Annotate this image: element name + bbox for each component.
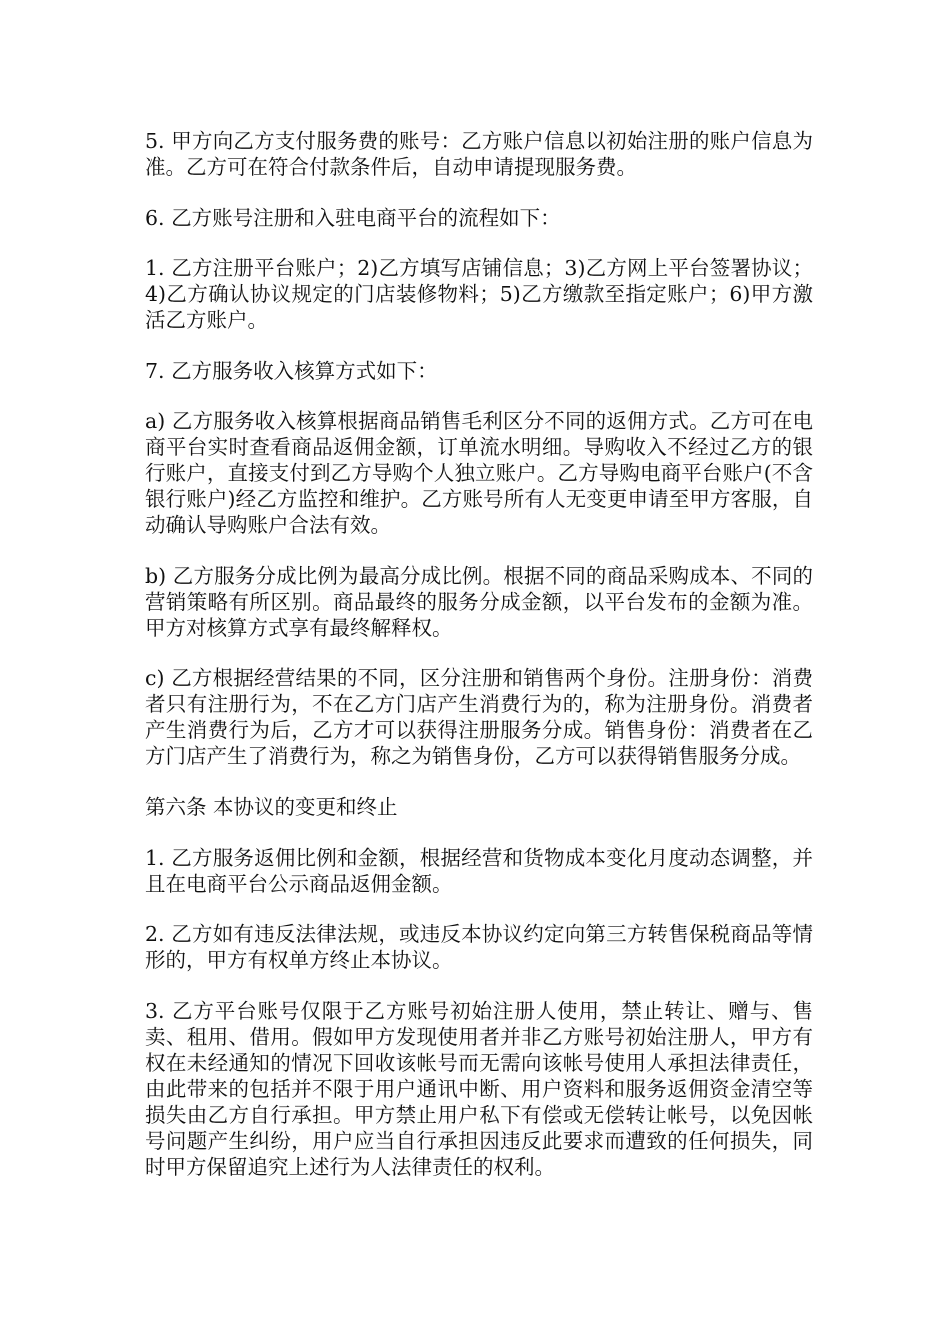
article-6-item-3: 3. 乙方平台账号仅限于乙方账号初始注册人使用，禁止转让、赠与、售卖、租用、借用。假如甲方发现使用者并非乙方账号初始注册人，甲方有权在未经通知的情况下回收该帐号而无需向该帐号使用人承担法律责任，由此带来的包括并不限于用户通讯中断、用户资料和服务返佣资金清空等损失由乙方自行承担。甲方禁止用户私下有偿或无偿转让帐号，以免因帐号问题产生纠纷，用户应当自行承担因违反此要求而遭致的任何损失，同时甲方保留追究上述行为人法律责任的权利。	[145, 998, 813, 1179]
article-6-item-2: 2. 乙方如有违反法律法规，或违反本协议约定向第三方转售保税商品等情形的，甲方有权单方终止本协议。	[145, 922, 813, 972]
clause-5-payment-account: 5. 甲方向乙方支付服务费的账号：乙方账户信息以初始注册的账户信息为准。乙方可在符合付款条件后，自动申请提现服务费。	[145, 129, 813, 179]
clause-7-revenue-accounting: 7. 乙方服务收入核算方式如下：	[145, 358, 438, 383]
article-6-item-1: 1. 乙方服务返佣比例和金额，根据经营和货物成本变化月度动态调整，并且在电商平台公示商品返佣金额。	[145, 845, 813, 896]
clause-6-registration-flow: 6. 乙方账号注册和入驻电商平台的流程如下：	[145, 205, 561, 230]
item-c-identity-types: c) 乙方根据经营结果的不同，区分注册和销售两个身份。注册身份：消费者只有注册行为，不在乙方门店产生消费行为的，称为注册身份。消费者产生消费行为后，乙方才可以获得注册服务分成。销售身份：消费者在乙方门店产生了消费行为，称之为销售身份，乙方可以获得销售服务分成。	[145, 666, 813, 768]
registration-steps: 1. 乙方注册平台账户；2)乙方填写店铺信息；3)乙方网上平台签署协议；4)乙方确认协议规定的门店装修物料；5)乙方缴款至指定账户；6)甲方激活乙方账户。	[145, 256, 813, 332]
item-b-share-ratio: b) 乙方服务分成比例为最高分成比例。根据不同的商品采购成本、不同的营销策略有所区别。商品最终的服务分成金额，以平台发布的金额为准。甲方对核算方式享有最终解释权。	[145, 563, 813, 640]
document-body	[145, 128, 813, 1204]
article-6-heading: 第六条 本协议的变更和终止	[145, 794, 398, 819]
item-a-commission-method: a) 乙方服务收入核算根据商品销售毛利区分不同的返佣方式。乙方可在电商平台实时查看商品返佣金额，订单流水明细。导购收入不经过乙方的银行账户，直接支付到乙方导购个人独立账户。乙方导购电商平台账户(不含银行账户)经乙方监控和维护。乙方账号所有人无变更申请至甲方客服，自动确认导购账户合法有效。	[145, 409, 813, 537]
